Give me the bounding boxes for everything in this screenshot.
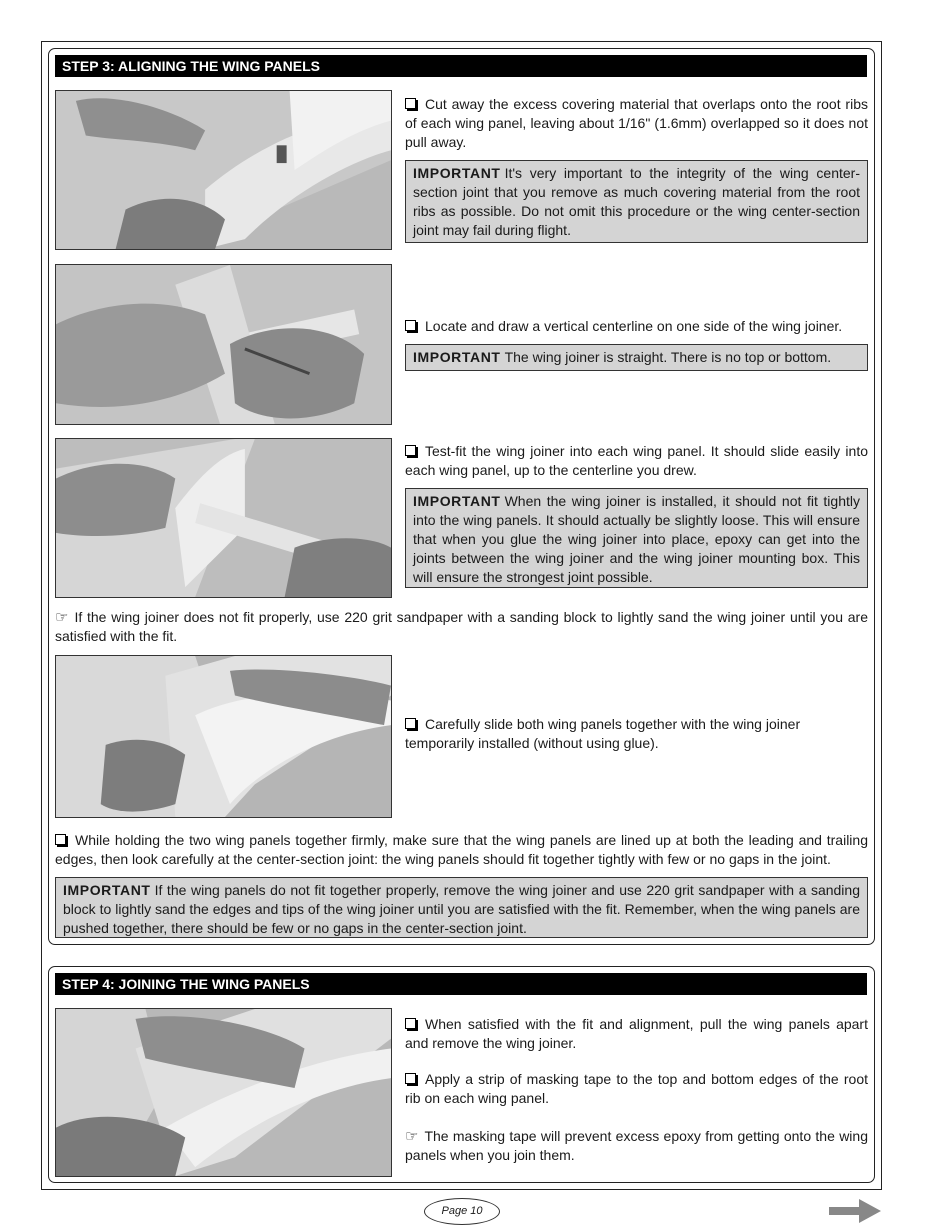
step4-header: STEP 4: JOINING THE WING PANELS [55, 973, 867, 995]
step3-item1 [405, 95, 868, 152]
pointing-hand-icon: ☞ [55, 609, 69, 626]
step3-item4-text: Carefully slide both wing panels together with the wing joiner temporarily installed (without using glue). [405, 716, 801, 751]
step3-item3 [405, 442, 868, 480]
important-box-2 [405, 344, 868, 371]
checkbox-icon[interactable] [405, 445, 416, 456]
important-text-4: If the wing panels do not fit together properly, remove the wing joiner and use 220 grit sandpaper with a sanding block to lightly sand the edges and tips of the wing joiner until you are satisfied with the fit. Remember, when the wing panels are pushed together, there should be few or no gaps in the center-section joint. [63, 882, 860, 936]
step3-item4 [405, 715, 868, 753]
step3-item3-text: Test-fit the wing joiner into each wing panel. It should slide easily into each wing panel, up to the centerline you drew. [405, 443, 868, 478]
checkbox-icon[interactable] [405, 1073, 416, 1084]
photo-test-fit-joiner [55, 438, 392, 598]
step4-note1 [405, 1127, 868, 1165]
important-box-1 [405, 160, 868, 243]
checkbox-icon[interactable] [405, 718, 416, 729]
checkbox-icon[interactable] [55, 834, 66, 845]
important-label: IMPORTANT [413, 165, 501, 181]
photo-draw-centerline [55, 264, 392, 425]
photo-slide-panels [55, 655, 392, 818]
checkbox-icon[interactable] [405, 1018, 416, 1029]
important-text-2: The wing joiner is straight. There is no top or bottom. [504, 349, 832, 365]
pointing-hand-icon: ☞ [405, 1128, 419, 1145]
important-box-4 [55, 877, 868, 938]
important-label: IMPORTANT [63, 882, 151, 898]
step3-item5-text: While holding the two wing panels together firmly, make sure that the wing panels are lined up at both the leading and trailing edges, then look carefully at the center-section joint: the wing panels should fit together tightly with few or no gaps in the joint. [55, 832, 868, 867]
step3-note1 [55, 608, 868, 646]
checkbox-icon[interactable] [405, 320, 416, 331]
checkbox-icon[interactable] [405, 98, 416, 109]
step4-item2-text: Apply a strip of masking tape to the top and bottom edges of the root rib on each wing panel. [405, 1071, 868, 1106]
step3-header: STEP 3: ALIGNING THE WING PANELS [55, 55, 867, 77]
important-label: IMPORTANT [413, 493, 501, 509]
important-text-3: When the wing joiner is installed, it should not fit tightly into the wing panels. It should actually be slightly loose. This will ensure that when you glue the wing joiner into place, epoxy can get into the joints between the wing joiner and the wing joiner mounting box. This will ensure the strongest joint possible. [413, 493, 860, 585]
next-arrow-icon[interactable] [829, 1199, 881, 1223]
important-text-1: It's very important to the integrity of the wing center-section joint that you remove as much covering material from the root ribs as possible. Do not omit this procedure or the wing center-section joint may fail during flight. [413, 165, 860, 238]
important-label: IMPORTANT [413, 349, 501, 365]
step3-item2 [405, 317, 868, 336]
page-number: Page 10 [424, 1198, 500, 1225]
step4-item1-text: When satisfied with the fit and alignment, pull the wing panels apart and remove the wing joiner. [405, 1016, 868, 1051]
step3-item1-text: Cut away the excess covering material that overlaps onto the root ribs of each wing panel, leaving about 1/16" (1.6mm) overlapped so it does not pull away. [405, 96, 868, 150]
step3-item2-text: Locate and draw a vertical centerline on one side of the wing joiner. [425, 318, 843, 334]
step4-note1-text: The masking tape will prevent excess epoxy from getting onto the wing panels when you join them. [405, 1128, 868, 1163]
step4-item1 [405, 1015, 868, 1053]
photo-tape-root-rib [55, 1008, 392, 1177]
step4-item2 [405, 1070, 868, 1108]
important-box-3 [405, 488, 868, 588]
step3-note1-text: If the wing joiner does not fit properly, use 220 grit sandpaper with a sanding block to lightly sand the wing joiner until you are satisfied with the fit. [55, 609, 868, 644]
step3-item5 [55, 831, 868, 869]
photo-cut-covering [55, 90, 392, 250]
